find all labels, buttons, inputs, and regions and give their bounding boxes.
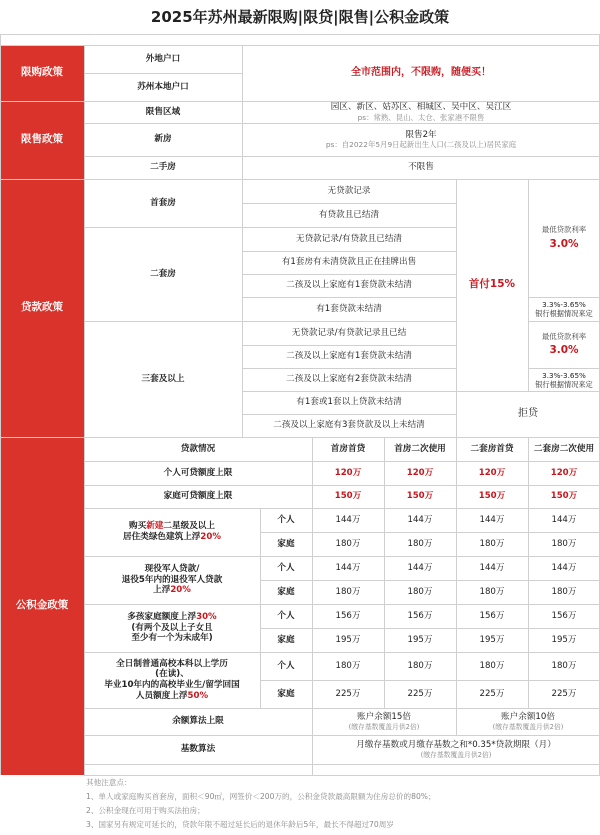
gjj-bonus-text: (有两个及以上子女且 — [131, 622, 213, 633]
gjj-balance-value-1: 账户余额15倍 — [357, 711, 411, 722]
gjj-bonus-text: 全日制普通高校本科以上学历 — [116, 658, 228, 669]
grid-hline — [84, 227, 456, 228]
grid-hline — [242, 414, 456, 415]
gjj-bonus-value: 225万 — [551, 688, 577, 699]
gjj-bonus-value: 180万 — [407, 660, 433, 671]
grid-vline — [312, 437, 313, 775]
gjj-bonus-value: 180万 — [407, 538, 433, 549]
grid-vline — [260, 508, 261, 708]
gjj-balance-note-1: (缴存基数覆盖月供2倍) — [348, 722, 420, 731]
grid-hline — [260, 680, 600, 681]
xianshou-second-label: 二手房 — [150, 162, 176, 173]
gjj-bonus-text: 人员额度上浮 — [135, 690, 188, 701]
xianshou-new-value: 限售2年 — [405, 129, 437, 140]
gjj-header-label: 贷款情况 — [180, 443, 216, 454]
xianshou-area-cell — [242, 101, 600, 123]
gjj-bonus-value: 144万 — [479, 514, 505, 525]
gjj-bonus-text: 至少有一个为未成年) — [131, 633, 213, 644]
gjj-bonus-value: 144万 — [551, 562, 577, 573]
gjj-bonus-value: 144万 — [479, 562, 505, 573]
gjj-bonus-value: 180万 — [551, 586, 577, 597]
gjj-bonus-type: 个人 — [277, 562, 295, 573]
gjj-col-header: 二套房首贷 — [470, 443, 514, 454]
hukou-local-label: 苏州本地户口 — [137, 81, 189, 92]
gjj-bonus-type: 个人 — [277, 610, 295, 621]
range-cell-1 — [528, 297, 600, 321]
gjj-bonus-value: 180万 — [335, 660, 361, 671]
section-daikuan: 贷款政策 — [0, 179, 84, 437]
gjj-bonus-value: 180万 — [479, 660, 505, 671]
grid-hline — [260, 628, 600, 629]
gjj-bonus-line — [155, 669, 189, 680]
gjj-family-limit-value: 150万 — [478, 491, 506, 502]
down-payment: 首付15% — [468, 278, 516, 291]
grid-vline — [528, 437, 529, 708]
grid-hline — [84, 485, 600, 486]
grid-vline — [242, 45, 243, 437]
gjj-bonus-highlight: 20% — [200, 532, 221, 542]
xianshou-second-value: 不限售 — [408, 162, 434, 173]
notes-item: 2、公积金现在可用于购买法拍房； — [86, 806, 205, 815]
loan-second-label: 二套房 — [150, 268, 176, 279]
grid-hline — [242, 297, 456, 298]
loan-reject: 拒贷 — [518, 407, 538, 419]
gjj-bonus-highlight: 30% — [196, 611, 217, 622]
gjj-bonus-text: 购买 — [129, 521, 147, 532]
grid-hline — [84, 123, 600, 124]
gjj-bonus-line — [131, 633, 212, 644]
grid-hline — [84, 156, 600, 157]
gjj-bonus-value: 195万 — [407, 634, 433, 645]
gjj-bonus-label — [84, 604, 260, 652]
notes — [86, 776, 596, 832]
gjj-bonus-value: 180万 — [335, 586, 361, 597]
gjj-bonus-value: 180万 — [551, 660, 577, 671]
gjj-bonus-value: 180万 — [479, 586, 505, 597]
grid-hline — [456, 391, 600, 392]
loan-first-row: 有贷款且已结清 — [318, 209, 380, 220]
bank-note-1: 银行根据情况来定 — [535, 309, 593, 318]
gjj-balance-note-2: (缴存基数覆盖月供2倍) — [492, 722, 564, 731]
grid-hline — [260, 580, 600, 581]
loan-first-row: 无贷款记录 — [327, 185, 371, 196]
gjj-family-limit-value: 150万 — [334, 491, 362, 502]
grid-hline — [84, 652, 600, 653]
gjj-bonus-line — [116, 659, 228, 670]
grid-hline — [84, 735, 600, 736]
gjj-balance-cell-2 — [456, 708, 600, 735]
gjj-bonus-line — [122, 575, 223, 586]
gjj-personal-limit-value: 120万 — [478, 467, 506, 478]
xianshou-new-cell — [242, 123, 600, 156]
gjj-bonus-highlight: 50% — [187, 690, 209, 701]
rate-value-1: 3.0% — [549, 237, 579, 250]
grid-vline — [456, 437, 457, 735]
loan-third-row: 二孩及以上家庭有2套贷款未结清 — [286, 374, 412, 385]
gjj-bonus-type: 家庭 — [277, 688, 295, 699]
gjj-bonus-value: 225万 — [407, 688, 433, 699]
gjj-bonus-text: 上浮 — [153, 585, 171, 596]
gjj-bonus-line — [153, 585, 191, 596]
gjj-bonus-value: 156万 — [479, 610, 505, 621]
loan-second-row: 有1套贷款未结清 — [316, 303, 382, 314]
bank-note-2: 银行根据情况来定 — [535, 379, 593, 389]
gjj-col-header: 首房二次使用 — [394, 443, 446, 454]
gjj-bonus-value: 180万 — [479, 538, 505, 549]
grid-hline — [84, 73, 242, 74]
hukou-outside-label: 外地户口 — [145, 53, 181, 64]
rate-cell-1 — [528, 179, 600, 297]
gjj-base-cell — [312, 735, 600, 764]
rate-cell-2 — [528, 321, 600, 368]
gjj-bonus-line — [129, 521, 215, 532]
xianshou-area-note: ps：常熟、昆山、太仓、张家港不限售 — [357, 112, 485, 122]
gjj-base-label: 基数算法 — [180, 744, 216, 755]
notes-item: 3、国家另有规定可延长的，贷款年限不超过延长后的退休年龄后5年，最长不得超过70周岁 — [86, 820, 394, 829]
rate-label-2: 最低贷款利率 — [541, 331, 587, 341]
gjj-bonus-line — [131, 623, 212, 634]
gjj-bonus-value: 144万 — [335, 514, 361, 525]
gjj-personal-limit-value: 120万 — [334, 467, 362, 478]
grid-hline — [84, 604, 600, 605]
grid-hline — [0, 179, 600, 180]
rate-value-2: 3.0% — [549, 344, 579, 357]
grid-hline — [528, 297, 600, 298]
gjj-bonus-value: 144万 — [407, 562, 433, 573]
gjj-balance-label: 余额算法上限 — [172, 716, 224, 727]
gjj-bonus-text: 居住类绿色建筑上浮 — [123, 532, 201, 542]
gjj-bonus-value: 195万 — [335, 634, 361, 645]
gjj-balance-value-2: 账户余额10倍 — [501, 711, 555, 722]
gjj-col-header: 首房首贷 — [330, 443, 366, 454]
gjj-bonus-type: 个人 — [277, 660, 295, 671]
gjj-bonus-value: 144万 — [551, 514, 577, 525]
grid-vline — [84, 45, 85, 775]
gjj-bonus-type: 家庭 — [277, 586, 295, 597]
xianshou-area-value: 园区、新区、姑苏区、相城区、吴中区、吴江区 — [330, 102, 512, 112]
grid-hline — [84, 708, 600, 709]
gjj-bonus-label — [84, 652, 260, 708]
gjj-personal-limit-value: 120万 — [406, 467, 434, 478]
page-title: 2025年苏州最新限购|限贷|限售|公积金政策 — [150, 7, 450, 26]
gjj-personal-limit-value: 120万 — [550, 467, 578, 478]
gjj-bonus-line — [123, 532, 221, 543]
gjj-bonus-type: 家庭 — [277, 634, 295, 645]
gjj-bonus-value: 156万 — [551, 610, 577, 621]
gjj-bonus-value: 144万 — [335, 562, 361, 573]
gjj-bonus-line — [104, 680, 239, 691]
gjj-bonus-label — [84, 556, 260, 604]
loan-third-row: 有1套或1套以上贷款未结清 — [296, 397, 402, 408]
grid-hline — [242, 203, 456, 204]
notes-item: 1、单人或家庭购买首套房，面积＜90㎡，网签价＜200万的，公积金贷款最高限额为住房总价的80%； — [86, 792, 436, 801]
section-gongjijin: 公积金政策 — [0, 437, 84, 775]
grid-hline — [0, 101, 600, 102]
grid-vline — [384, 437, 385, 708]
gjj-bonus-value: 180万 — [407, 586, 433, 597]
grid-hline — [0, 34, 600, 35]
grid-hline — [260, 532, 600, 533]
gjj-bonus-line — [127, 612, 216, 623]
gjj-family-limit-label: 家庭可贷额度上限 — [163, 491, 233, 502]
gjj-bonus-value: 156万 — [335, 610, 361, 621]
loan-third-row: 无贷款记录/有贷款记录且已结 — [291, 327, 407, 338]
grid-hline — [242, 368, 456, 369]
grid-vline — [528, 179, 529, 391]
gjj-bonus-highlight: 20% — [170, 585, 191, 596]
grid-hline — [528, 368, 600, 369]
gjj-base-note: (缴存基数覆盖月供2倍) — [420, 750, 492, 759]
grid-hline — [528, 321, 600, 322]
grid-hline — [84, 461, 600, 462]
grid-hline — [84, 556, 600, 557]
loan-second-row: 无贷款记录/有贷款且已结清 — [295, 233, 403, 244]
gjj-bonus-line — [136, 691, 208, 702]
rate-range-2: 3.3%-3.65% — [542, 370, 586, 380]
grid-hline — [0, 45, 600, 46]
rate-range-1: 3.3%-3.65% — [542, 300, 586, 309]
gjj-bonus-text: 现役军人贷款/ — [144, 563, 200, 574]
grid-hline — [242, 345, 456, 346]
gjj-family-limit-value: 150万 — [550, 491, 578, 502]
section-xianshou: 限售政策 — [0, 101, 84, 179]
gjj-col-header: 二套房二次使用 — [533, 443, 595, 454]
xiangou-policy: 全市范围内，不限购，随便买！ — [351, 66, 491, 78]
loan-third-row: 二孩及以上家庭有1套贷款未结清 — [286, 351, 412, 362]
gjj-bonus-text: 二星级及以上 — [163, 521, 215, 532]
gjj-bonus-text: (在读)、 — [155, 669, 189, 680]
grid-vline — [0, 34, 1, 775]
xianshou-new-note: ps：自2022年5月9日起新出生人口(二孩及以上)居民家庭 — [325, 140, 517, 150]
gjj-family-limit-value: 150万 — [406, 491, 434, 502]
gjj-bonus-text: 毕业10年内的高校毕业生/留学回国 — [104, 680, 240, 690]
grid-hline — [84, 764, 600, 765]
gjj-bonus-type: 家庭 — [277, 538, 295, 549]
grid-hline — [0, 437, 600, 438]
loan-third-label: 三套及以上 — [141, 373, 185, 384]
gjj-bonus-text: 退役5年内的退役军人贷款 — [121, 574, 223, 585]
loan-second-row: 二孩及以上家庭有1套贷款未结清 — [286, 280, 412, 291]
gjj-bonus-highlight: 新建 — [146, 521, 164, 532]
grid-hline — [242, 391, 456, 392]
grid-hline — [84, 775, 600, 776]
gjj-bonus-type: 个人 — [277, 514, 295, 525]
gjj-bonus-value: 180万 — [551, 538, 577, 549]
grid-vline — [456, 179, 457, 437]
gjj-bonus-value: 195万 — [551, 634, 577, 645]
gjj-base-value: 月缴存基数或月缴存基数之和*0.35*贷款期限（月） — [356, 739, 556, 750]
loan-first-label: 首套房 — [150, 197, 176, 208]
notes-title: 其他注意点： — [86, 778, 132, 787]
rate-label-1: 最低贷款利率 — [541, 225, 587, 235]
xianshou-new-label: 新房 — [154, 134, 172, 145]
grid-hline — [84, 508, 600, 509]
gjj-bonus-line — [145, 564, 200, 575]
loan-third-row: 二孩及以上家庭有3套贷款及以上未结清 — [273, 420, 425, 431]
grid-hline — [84, 321, 456, 322]
loan-second-row: 有1套房有未清贷款且正在挂牌出售 — [281, 257, 417, 268]
gjj-bonus-value: 225万 — [479, 688, 505, 699]
grid-hline — [242, 274, 456, 275]
gjj-bonus-value: 144万 — [407, 514, 433, 525]
gjj-bonus-value: 156万 — [407, 610, 433, 621]
gjj-bonus-value: 195万 — [479, 634, 505, 645]
range-cell-2 — [528, 368, 600, 391]
gjj-balance-cell-1 — [312, 708, 456, 735]
xianshou-area-label: 限售区域 — [145, 106, 181, 117]
grid-hline — [242, 251, 456, 252]
section-xiangou: 限购政策 — [0, 45, 84, 101]
gjj-bonus-label — [84, 508, 260, 556]
gjj-personal-limit-label: 个人可贷额度上限 — [163, 467, 233, 478]
gjj-bonus-text: 多孩家庭额度上浮 — [127, 611, 197, 622]
gjj-bonus-value: 180万 — [335, 538, 361, 549]
gjj-bonus-value: 225万 — [335, 688, 361, 699]
